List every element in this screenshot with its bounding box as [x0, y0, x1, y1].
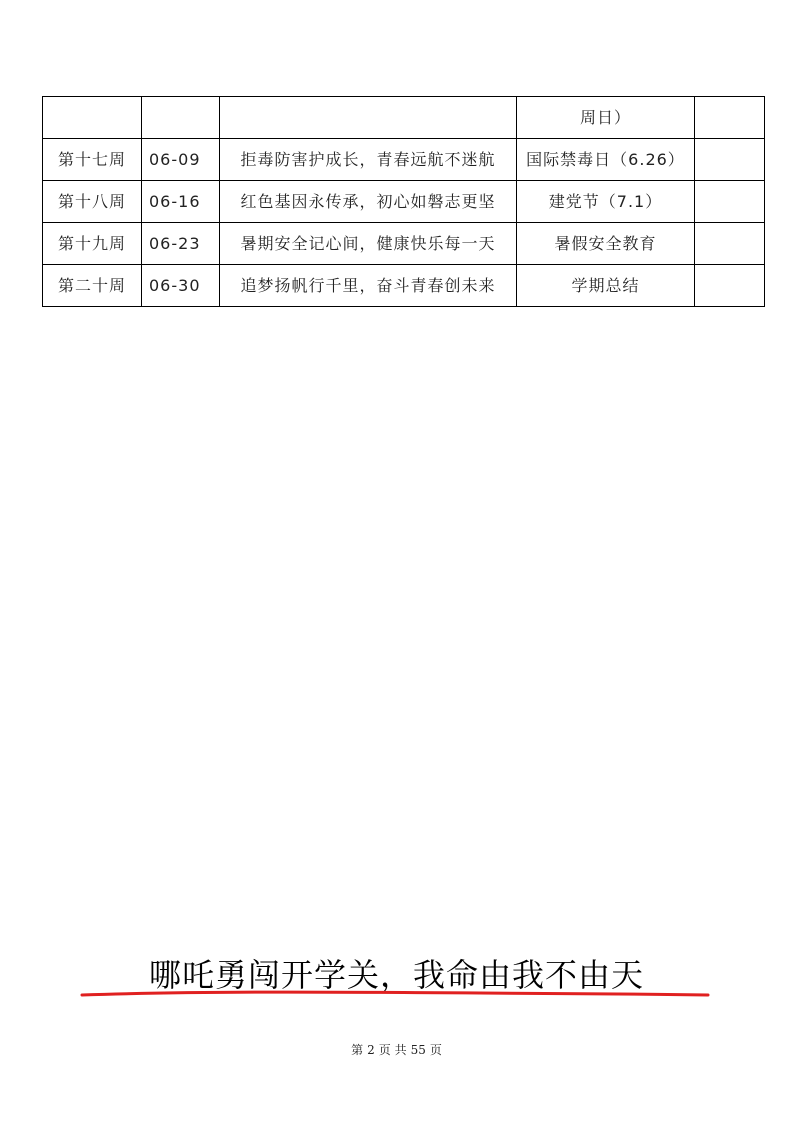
- event-cell: 学期总结: [517, 265, 695, 307]
- theme-cell: 拒毒防害护成长，青春远航不迷航: [220, 139, 517, 181]
- table-row: [43, 265, 765, 307]
- page-number-total: 55: [410, 1043, 426, 1057]
- note-cell: [695, 265, 765, 307]
- date-cell: [142, 97, 220, 139]
- table-row: [43, 97, 765, 139]
- week-cell: 第十八周: [43, 181, 142, 223]
- note-cell: [695, 223, 765, 265]
- week-cell: [43, 97, 142, 139]
- date-cell: 06-30: [142, 265, 220, 307]
- red-underline-stroke: [80, 985, 710, 1001]
- event-cell: 国际禁毒日（6.26）: [517, 139, 695, 181]
- week-cell: 第十七周: [43, 139, 142, 181]
- event-cell: 周日）: [517, 97, 695, 139]
- note-cell: [695, 97, 765, 139]
- table-row: [43, 181, 765, 223]
- note-cell: [695, 139, 765, 181]
- table-row: [43, 223, 765, 265]
- week-cell: 第二十周: [43, 265, 142, 307]
- event-cell: 建党节（7.1）: [517, 181, 695, 223]
- table-row: [43, 139, 765, 181]
- page-number: [0, 1041, 793, 1058]
- page-number-suffix: 页: [429, 1043, 442, 1057]
- date-cell: 06-16: [142, 181, 220, 223]
- note-cell: [695, 181, 765, 223]
- schedule-table: [42, 96, 765, 307]
- theme-cell: [220, 97, 517, 139]
- theme-cell: 暑期安全记心间，健康快乐每一天: [220, 223, 517, 265]
- theme-cell: 追梦扬帆行千里，奋斗青春创未来: [220, 265, 517, 307]
- week-cell: 第十九周: [43, 223, 142, 265]
- page-number-current: 2: [367, 1043, 375, 1057]
- date-cell: 06-09: [142, 139, 220, 181]
- page-number-middle: 页 共: [378, 1043, 407, 1057]
- page-number-prefix: 第: [351, 1043, 364, 1057]
- date-cell: 06-23: [142, 223, 220, 265]
- theme-cell: 红色基因永传承，初心如磐志更坚: [220, 181, 517, 223]
- footer-slogan: 哪吒勇闯开学关，我命由我不由天: [148, 956, 644, 994]
- event-cell: 暑假安全教育: [517, 223, 695, 265]
